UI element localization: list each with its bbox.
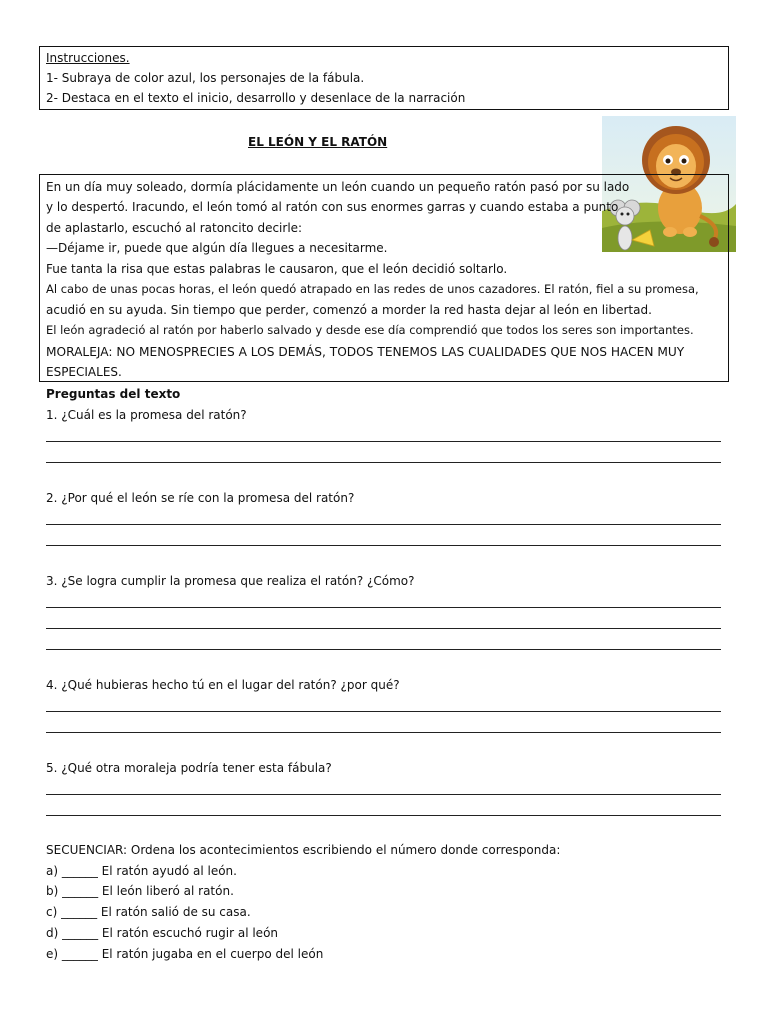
questions-heading: Preguntas del texto: [46, 387, 181, 401]
sequence-heading: SECUENCIAR: Ordena los acontecimientos escribiendo el número donde corresponda:: [46, 843, 561, 857]
story-line: y lo despertó. Iracundo, el león tomó al ratón con sus enormes garras y cuando estaba a punto: [46, 200, 619, 214]
question-1: 1. ¿Cuál es la promesa del ratón?: [46, 408, 247, 422]
answer-line[interactable]: [46, 628, 721, 629]
story-line: —Déjame ir, puede que algún día llegues a necesitarme.: [46, 241, 388, 255]
answer-line[interactable]: [46, 815, 721, 816]
question-3: 3. ¿Se logra cumplir la promesa que realiza el ratón? ¿Cómo?: [46, 574, 415, 588]
sequence-item-e[interactable]: e) ______ El ratón jugaba en el cuerpo del león: [46, 947, 324, 961]
story-title: EL LEÓN Y EL RATÓN: [248, 135, 388, 149]
sequence-item-c[interactable]: c) ______ El ratón salió de su casa.: [46, 905, 251, 919]
answer-line[interactable]: [46, 649, 721, 650]
story-line: acudió en su ayuda. Sin tiempo que perder, comenzó a morder la red hasta dejar al león en libertad.: [46, 303, 652, 317]
question-5: 5. ¿Qué otra moraleja podría tener esta fábula?: [46, 761, 332, 775]
instruction-item-2: 2- Destaca en el texto el inicio, desarrollo y desenlace de la narración: [46, 91, 466, 105]
instruction-item-1: 1- Subraya de color azul, los personajes de la fábula.: [46, 71, 365, 85]
answer-line[interactable]: [46, 441, 721, 442]
moral-line: MORALEJA: NO MENOSPRECIES A LOS DEMÁS, TODOS TENEMOS LAS CUALIDADES QUE NOS HACEN MUY: [46, 345, 685, 359]
sequence-item-d[interactable]: d) ______ El ratón escuchó rugir al león: [46, 926, 279, 940]
story-line: Fue tanta la risa que estas palabras le causaron, que el león decidió soltarlo.: [46, 262, 508, 276]
answer-line[interactable]: [46, 794, 721, 795]
sequence-item-a[interactable]: a) ______ El ratón ayudó al león.: [46, 864, 237, 878]
story-line: En un día muy soleado, dormía plácidamente un león cuando un pequeño ratón pasó por su lado: [46, 180, 630, 194]
question-2: 2. ¿Por qué el león se ríe con la promesa del ratón?: [46, 491, 355, 505]
answer-line[interactable]: [46, 524, 721, 525]
question-4: 4. ¿Qué hubieras hecho tú en el lugar del ratón? ¿por qué?: [46, 678, 400, 692]
instructions-title: Instrucciones.: [46, 51, 130, 65]
story-box: [39, 174, 729, 382]
answer-line[interactable]: [46, 462, 721, 463]
answer-line[interactable]: [46, 545, 721, 546]
sequence-item-b[interactable]: b) ______ El león liberó al ratón.: [46, 884, 234, 898]
story-line: Al cabo de unas pocas horas, el león quedó atrapado en las redes de unos cazadores. El ratón, fiel a su promesa,: [46, 282, 699, 296]
answer-line[interactable]: [46, 732, 721, 733]
story-line: de aplastarlo, escuchó al ratoncito decirle:: [46, 221, 303, 235]
instructions-box: [39, 46, 729, 110]
answer-line[interactable]: [46, 711, 721, 712]
story-line: El león agradeció al ratón por haberlo salvado y desde ese día comprendió que todos los seres son importantes.: [46, 323, 694, 337]
answer-line[interactable]: [46, 607, 721, 608]
moral-line: ESPECIALES.: [46, 365, 122, 379]
